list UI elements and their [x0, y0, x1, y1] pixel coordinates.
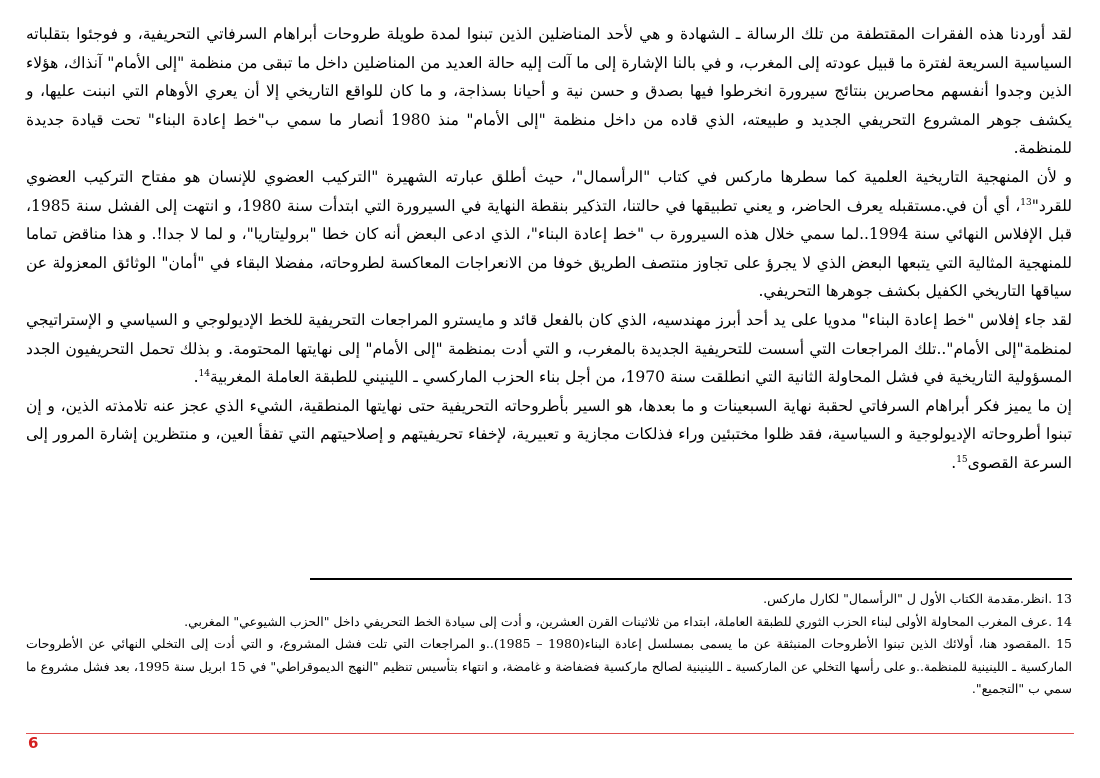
paragraph-2 — [26, 163, 1072, 306]
footnote-ref-15[interactable]: 15 — [956, 454, 968, 465]
footnote-separator — [310, 578, 1072, 580]
paragraph-text-continued: . — [951, 453, 957, 472]
footnotes — [26, 588, 1072, 701]
paragraph-text: و لأن المنهجية التاريخية العلمية كما سطرها ماركس في كتاب "الرأسمال"، حيث أطلق عبارته الشهيرة "التركيب العضوي للإنسان هو مفتاح التركيب العضوي للقرد" — [26, 167, 1072, 215]
page-footer-rule — [26, 733, 1074, 734]
footnote-ref-14[interactable]: 14 — [198, 368, 211, 379]
footnote-14: 14 .عرف المغرب المحاولة الأولى لبناء الحزب الثوري للطبقة العاملة، ابتداء من ثلاثينات القرن العشرين، و أدت إلى سيادة الخط التحريفي داخل "الحزب الشيوعي" المغربي. — [184, 613, 1072, 629]
paragraph-1 — [26, 20, 1072, 163]
paragraph-text: إن ما يميز فكر أبراهام السرفاتي لحقبة نهاية السبعينات و ما بعدها، هو السير بأطروحاته التحريفية حتى نهايتها المنطقية، الشيء الذي عجز عنه تلامذته الذين، و إن تبنوا أطروحاته الإديولوجية و السياسية، فقد ظلوا مختبئين وراء فذلكات مجازية و تعبيرية، لإخفاء تحريفيتهم و إصلاحيتهم التي تفقأ العين، و منتظرين إشارة المرور إلى السرعة القصوى — [26, 396, 1072, 472]
page-number: 6 — [28, 734, 39, 752]
paragraph-text-continued: ، أي أن في.مستقبله يعرف الحاضر، و يعني تطبيقها في حالتنا، التذكير بنقطة النهاية في السيرورة التي ابتدأت سنة 1980، و انتهت إلى الفشل سنة 1985، قبل الإفلاس النهائي سنة 1994..لما سمي خلال هذه السيرورة ب "خط إعادة البناء"، الذي ادعى البعض أنه كان خطا "بروليتاريا"، و لما لا جدا!. و هذا مناقض تماما للمنهجية المثالية التي يتبعها البعض الذي لا يجرؤ على تجاوز منتصف الطريق خوفا من الانعراجات المعاكسة لطروحاته، مفضلا البقاء في "أمان" الوثائق المعزولة عن سياقها التاريخي الكفيل بكشف جوهرها التحريفي. — [26, 196, 1073, 301]
document-body — [26, 20, 1072, 478]
paragraph-3 — [26, 306, 1072, 392]
footnote-ref-13[interactable]: 13 — [1020, 197, 1032, 208]
paragraph-text: لقد أوردنا هذه الفقرات المقتطفة من تلك الرسالة ـ الشهادة و هي لأحد المناضلين الذين تبنوا لمدة طويلة طروحات أبراهام السرفاتي التحريفية، و فوجئوا بتقلباته السياسية السريعة لفترة ما قبيل عودته إلى المغرب، و في بالنا الإشارة إلى ما آلت إليه حالة العديد من المناضلين داخل ما تبقى من منظمة "إلى الأمام" آنذاك، هؤلاء الذين وجدوا أنفسهم محاصرين بنتائج سيرورة انخرطوا فيها بصدق و حسن نية و أحيانا بسذاجة، و ما كان للواقع التاريخي إلا أن يعري الأوهام التي انبنت عليها، و يكشف جوهر المشروع التحريفي الجديد و طبيعته، الذي قاده من داخل منظمة "إلى الأمام" منذ 1980 أنصار ما سمي ب"خط إعادة البناء" تحت قيادة جديدة للمنظمة. — [26, 25, 1072, 158]
footnote-15: 15 .المقصود هنا، أولائك الذين تبنوا الأطروحات المنبثقة عن ما يسمى بمسلسل إعادة البناء(1980 – 1985)..و المراجعات التي تلت فشل المشروع، و التي أدت إلى التخلي النهائي عن الأطروحات الماركسية ـ اللينينية للمنظمة..و على رأسها التخلي عن الماركسية ـ اللينينية لصالح ماركسية فضفاضة و غامضة، و انتهاء بتأسيس تنظيم "النهج الديموقراطي" في 15 ابريل سنة 1995، بعد فشل مشروع ما سمي ب "التجميع". — [26, 636, 1073, 696]
paragraph-4 — [26, 392, 1072, 478]
paragraph-text: لقد جاء إفلاس "خط إعادة البناء" مدويا على يد أحد أبرز مهندسيه، الذي كان بالفعل قائد و مايسترو المراجعات التحريفية للخط الإديولوجي و السياسي و الإستراتيجي لمنظمة"إلى الأمام"..تلك المراجعات التي أسست للتحريفية الجديدة بالمغرب، و التي أدت بمنظمة "إلى الأمام" إلى نهايتها المحتومة. و بذلك تحمل التحريفيون الجدد المسؤولية التاريخية في فشل المحاولة الثانية التي انطلقت سنة 1970، من أجل بناء الحزب الماركسي ـ اللينيني للطبقة العاملة المغربية — [26, 310, 1072, 387]
footnote-13: 13 .انظر.مقدمة الكتاب الأول ل "الرأسمال" لكارل ماركس. — [763, 591, 1072, 606]
paragraph-text-continued: . — [193, 368, 199, 387]
